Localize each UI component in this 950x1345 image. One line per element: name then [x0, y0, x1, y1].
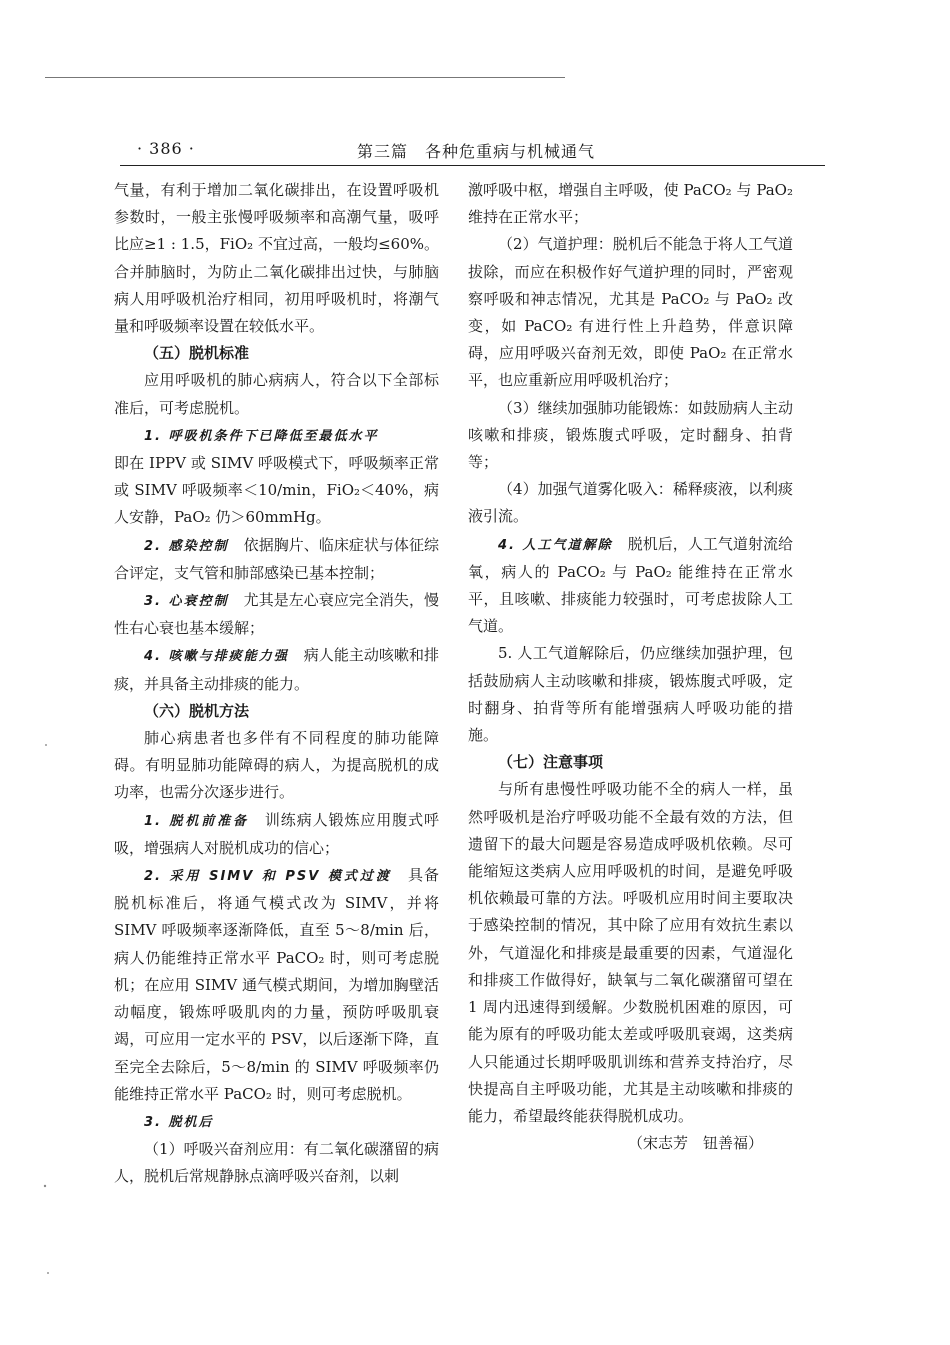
- item-text: 脱机后，人工气道射流给氧，病人的 PaCO₂ 与 PaO₂ 能维持在正常水平，且咳嗽、排痰能力较强时，可考虑拔除人工气道。: [468, 534, 793, 636]
- speck: [45, 744, 47, 746]
- paragraph: 激呼吸中枢，增强自主呼吸，使 PaCO₂ 与 PaO₂ 维持在正常水平；: [468, 181, 793, 227]
- paragraph: 应用呼吸机的肺心病病人，符合以下全部标准后，可考虑脱机。: [114, 371, 439, 417]
- item-label: 2. 采用 SIMV 和 PSV 模式过渡: [144, 869, 392, 885]
- section-heading-weaning-criteria: （五）脱机标准: [144, 344, 250, 363]
- author-signature: （宋志芳 钮善福）: [627, 1134, 763, 1153]
- item-label: 1. 脱机前准备: [144, 813, 249, 829]
- item-label: 4. 咳嗽与排痰能力强: [144, 649, 289, 665]
- item-text: 病人能主动咳嗽和排痰，并具备主动排痰的能力。: [114, 646, 439, 693]
- paragraph: （3）继续加强肺功能锻炼：如鼓励病人主动咳嗽和排痰，锻炼腹式呼吸，定时翻身、拍背等；: [468, 398, 793, 472]
- speck: [47, 1272, 49, 1274]
- item-label: 3. 脱机后: [144, 1114, 214, 1130]
- paragraph: 即在 IPPV 或 SIMV 呼吸模式下，呼吸频率正常或 SIMV 呼吸频率＜10/min，FiO₂＜40%，病人安静，PaO₂ 仍＞60mmHg。: [114, 454, 439, 527]
- section-heading-weaning-method: （六）脱机方法: [144, 701, 250, 720]
- section-heading-precautions: （七）注意事项: [498, 753, 604, 772]
- item-text: 依据胸片、临床症状与体征综合评定，支气管和肺部感染已基本控制；: [114, 535, 439, 582]
- paragraph: 气量，有利于增加二氧化碳排出，在设置呼吸机参数时，一般主张慢呼吸频率和高潮气量，吸呼比应≥1 : 1.5，FiO₂ 不宜过高，一般均≤60%。合并肺脑时，为防止二氧化碳排出过快，与肺脑病人用呼吸机治疗相同，初用呼吸机时，将潮气量和呼吸频率设置在较低水平。: [114, 181, 439, 336]
- paragraph: 与所有患慢性呼吸功能不全的病人一样，虽然呼吸机是治疗呼吸功能不全最有效的方法，但遗留下的最大问题是容易造成呼吸机依赖。尽可能缩短这类病人应用呼吸机的时间，是避免呼吸机依赖最可靠的方法。呼吸机应用时间主要取决于感染控制的情况，其中除了应用有效抗生素以外，气道湿化和排痰是最重要的因素，气道湿化和排痰工作做得好，缺氧与二氧化碳潴留可望在 1 周内迅速得到缓解。少数脱机困难的原因，可能为原有的呼吸功能太差或呼吸肌衰竭，这类病人只能通过长期呼吸肌训练和营养支持治疗，尽快提高自主呼吸功能，尤其是主动咳嗽和排痰的能力，希望最终能获得脱机成功。: [468, 780, 793, 1125]
- page-number: · 386 ·: [137, 139, 195, 158]
- item-text: 训练病人锻炼应用腹式呼吸，增强病人对脱机成功的信心；: [114, 810, 439, 857]
- paragraph: （4）加强气道雾化吸入：稀释痰液，以利痰液引流。: [468, 480, 793, 526]
- running-head: 第三篇 各种危重病与机械通气: [357, 142, 596, 161]
- paragraph: 肺心病患者也多伴有不同程度的肺功能障碍。有明显肺功能障碍的病人，为提高脱机的成功率，也需分次逐步进行。: [114, 729, 439, 802]
- paragraph: （1）呼吸兴奋剂应用：有二氧化碳潴留的病人，脱机后常规静脉点滴呼吸兴奋剂，以刺: [114, 1140, 439, 1186]
- item-label: 3. 心衰控制: [144, 594, 229, 610]
- speck: [44, 1185, 46, 1187]
- item-label: 2. 感染控制: [144, 538, 229, 554]
- paragraph: 5. 人工气道解除后，仍应继续加强护理，包括鼓励病人主动咳嗽和排痰，锻炼腹式呼吸，定时翻身、拍背等所有能增强病人呼吸功能的措施。: [468, 644, 793, 745]
- item-text: 具备脱机标准后，将通气模式改为 SIMV，并将 SIMV 呼吸频率逐渐降低，直至 5～8/min 后，病人仍能维持正常水平 PaCO₂ 时，则可考虑脱机；在应用 SIMV 通气模式期间，为增加胸壁活动幅度，锻炼呼吸肌肉的力量，预防呼吸肌衰竭，可应用一定水平的 PSV，以后逐渐下降，直至完全去除后，5～8/min 的 SIMV 呼吸频率仍能维持正常水平 PaCO₂ 时，则可考虑脱机。: [114, 866, 439, 1103]
- item-label: 1. 呼吸机条件下已降低至最低水平: [144, 428, 379, 444]
- item-text: 尤其是左心衰应完全消失，慢性右心衰也基本缓解；: [114, 591, 439, 638]
- paragraph: （2）气道护理：脱机后不能急于将人工气道拔除，而应在积极作好气道护理的同时，严密观察呼吸和神志情况，尤其是 PaCO₂ 与 PaO₂ 改变，如 PaCO₂ 有进行性上升趋势，伴意识障碍，应用呼吸兴奋剂无效，即使 PaO₂ 在正常水平，也应重新应用呼吸机治疗；: [468, 235, 793, 390]
- item-label: 4. 人工气道解除: [498, 537, 613, 553]
